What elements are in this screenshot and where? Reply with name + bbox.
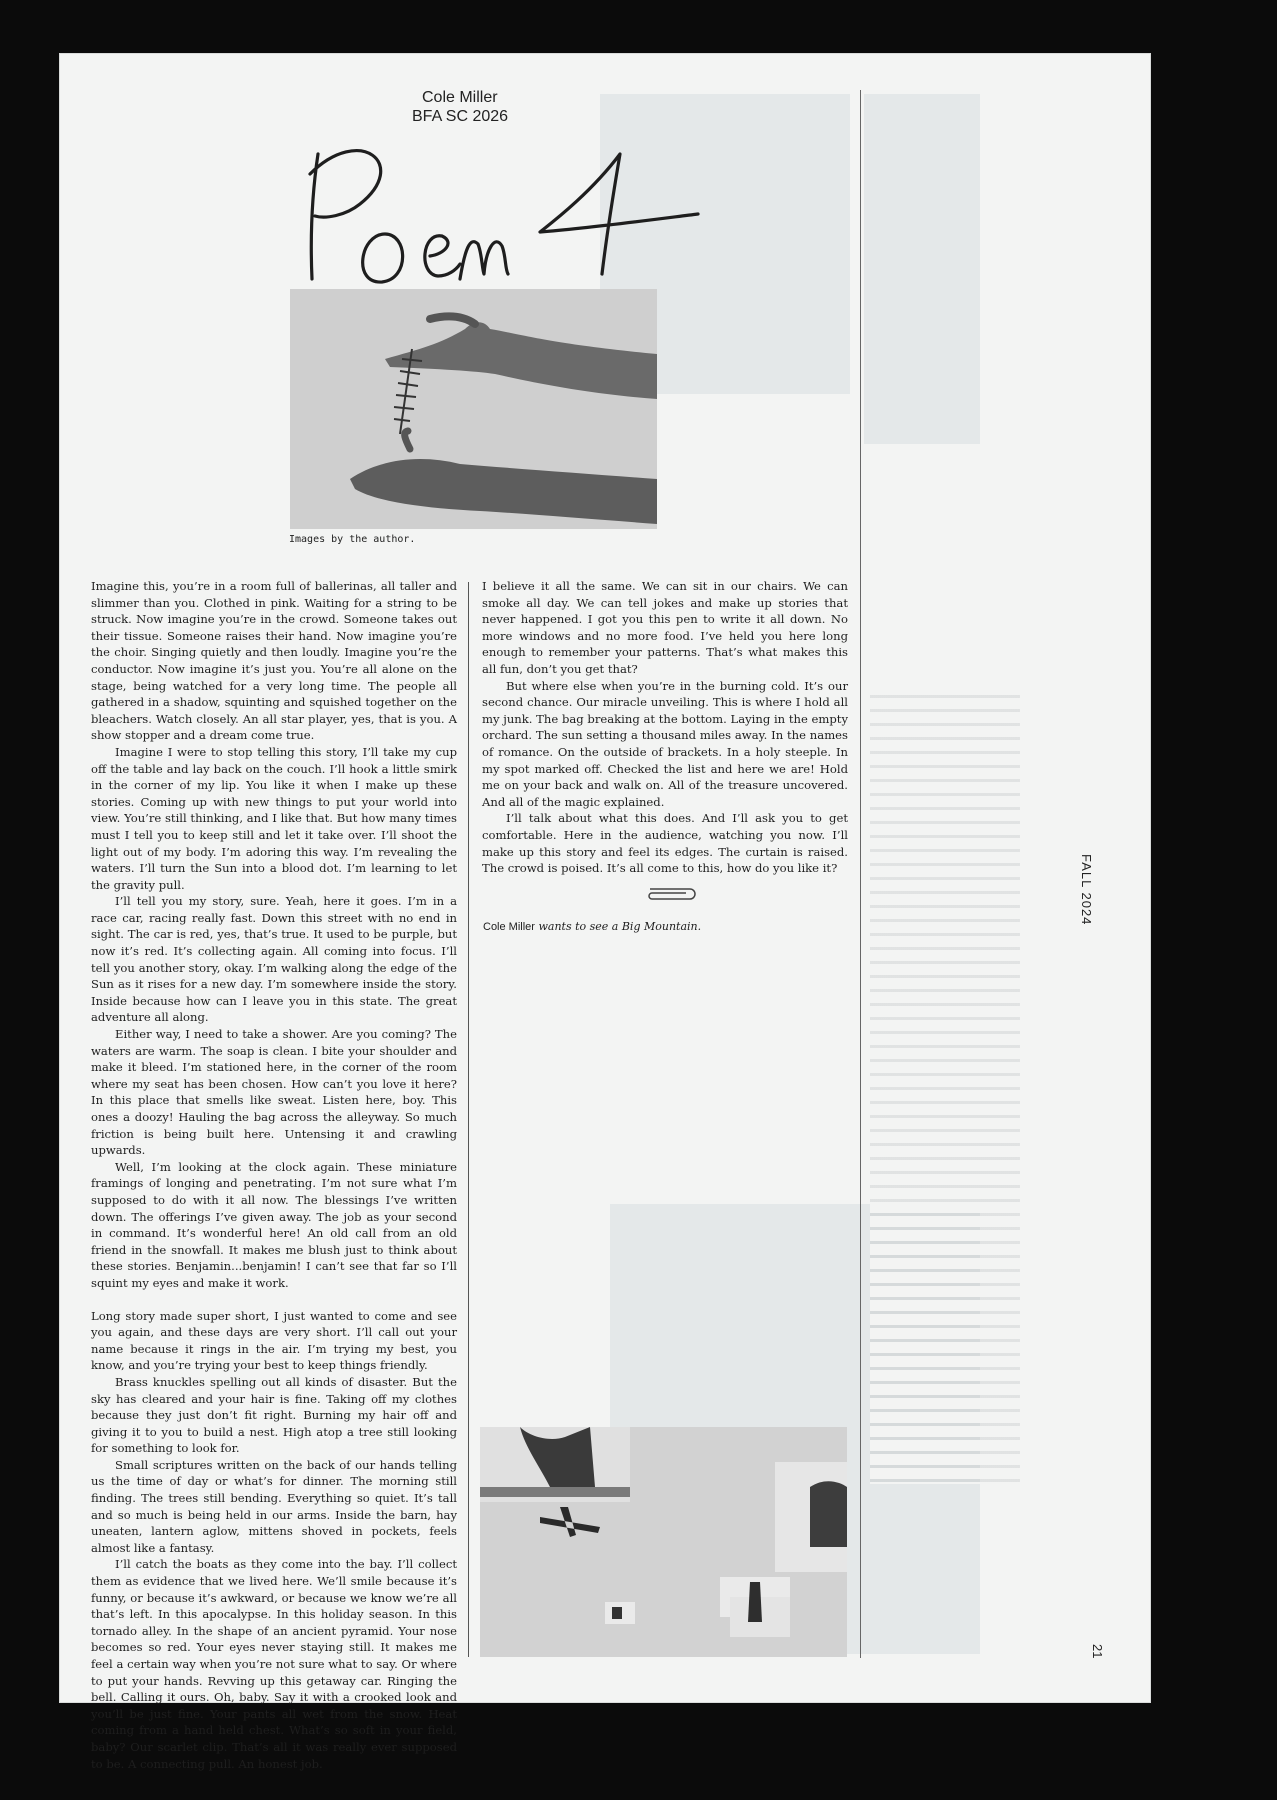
left-text-column xyxy=(91,578,457,1772)
column-divider xyxy=(468,582,469,1657)
show-through-text-right xyxy=(870,684,1020,1484)
author-program: BFA SC 2026 xyxy=(412,108,509,125)
page-number: 21 xyxy=(1090,1644,1105,1659)
paragraph: Either way, I need to take a shower. Are you coming? The waters are warm. The soap is clean. I bite your shoulder and make it bleed. I’m stationed here, in the corner of the room where my seat has been chosen. How can’t you love it here? In this place that smells like sweat. Listen here, boy. This ones a doozy! Hauling the bag across the alleyway. So much friction is being built here. Untensing it and crawling upwards. xyxy=(91,1027,457,1158)
paragraph: Imagine this, you’re in a room full of ballerinas, all taller and slimmer than you. Clothed in pink. Waiting for a string to be struck. Now imagine you’re in the crowd. Someone takes out their tissue. Someone raises their hand. Now imagine you’re the choir. Singing quietly and then loudly. Imagine you’re the conductor. Now imagine it’s just you. You’re all alone on the stage, being watched for a very long time. The people all gathered in a shadow, squinting and squished together on the bleachers. Watch closely. An all star player, yes, that is you. A show stopper and a dream come true. xyxy=(91,579,457,743)
paragraph: I’ll catch the boats as they come into the bay. I’ll collect them as evidence that we lived here. We’ll smile because it’s funny, or because it’s awkward, or because we know we’re all that’s left. In this apocalypse. In this holiday season. In this tornado alley. In the shape of an ancient pyramid. Your nose becomes so red. Your eyes never staying still. It makes me feel a certain way when you’re not sure what to say. Or where to put your hands. Revving up this getaway car. Ringing the bell. Calling it ours. Oh, baby. Say it with a crooked look and you’ll be just fine. Your pants all wet from the snow. Heat coming from a hand held chest. What’s so soft in your field, baby? Our scarlet clip. That’s all it was really ever supposed to be. A connecting pull. An honest job. xyxy=(91,1557,457,1771)
paragraph: I believe it all the same. We can sit in our chairs. We can smoke all day. We can tell jokes and make up stories that never happened. I got you this pen to write it all down. No more windows and no more food. I’ve held you here long enough to remember your patterns. That’s what makes this all fun, don’t you get that? xyxy=(482,579,848,676)
byline-name: Cole Miller xyxy=(483,921,535,933)
show-through-right xyxy=(864,94,980,444)
photo-caption: Images by the author. xyxy=(289,534,416,545)
column-divider xyxy=(860,90,861,1658)
paragraph: But where else when you’re in the burning cold. It’s our second chance. Our miracle unveiling. This is where I hold all my junk. The bag breaking at the bottom. Laying in the empty orchard. The sun setting a thousand miles away. In the names of romance. On the outside of brackets. In a holy steeple. In my spot marked off. Checked the list and here we are! Hold me on your back and walk on. All of the treasure uncovered. And all of the magic explained. xyxy=(482,678,848,809)
paragraph: Brass knuckles spelling out all kinds of disaster. But the sky has cleared and your hair is fine. Taking off my clothes because they just don’t fit right. Burning my hair off and giving it to you to build a nest. High atop a tree still looking for something to look for. xyxy=(91,1374,457,1456)
paragraph: I’ll tell you my story, sure. Yeah, here it goes. I’m in a race car, racing really fast. Down this street with no end in sight. The car is red, yes, that’s true. It used to be purple, but now it’s red. It’s collecting again. All coming into focus. I’ll tell you another story, okay. I’m walking along the edge of the Sun as it rises for a new day. I’m somewhere inside the story. Inside because how can I leave you in this state. The great adventure all along. xyxy=(91,894,457,1025)
byline-text: wants to see a Big Mountain. xyxy=(534,920,702,933)
author-byline xyxy=(483,920,701,933)
paperclip-icon xyxy=(642,886,698,902)
author-block xyxy=(412,88,662,126)
author-name: Cole Miller xyxy=(422,89,498,106)
paragraph: I’ll talk about what this does. And I’ll ask you to get comfortable. Here in the audience, watching you now. I’ll make up this story and feel its edges. The curtain is raised. The crowd is poised. It’s all come to this, how do you like it? xyxy=(482,811,848,876)
collage-photo xyxy=(480,1427,847,1657)
magazine-page xyxy=(60,54,1150,1771)
paragraph: Long story made super short, I just wanted to come and see you again, and these days are very short. I’ll call out your name because it rings in the air. I’m trying my best, you know, and you’re trying your best to keep things friendly. xyxy=(91,1308,457,1373)
paragraph: Imagine I were to stop telling this story, I’ll take my cup off the table and lay back on the couch. I’ll hook a little smirk in the corner of my lip. You like it when I make up these stories. Coming up with new things to put your world into view. You’re still thinking, and I like that. But how many times must I tell you to keep still and let it take over. I’ll shoot the light out of my body. I’m adoring this way. I’m revealing the waters. I’ll turn the Sun into a blood dot. I’m learning to let the gravity pull. xyxy=(91,744,457,892)
issue-label: FALL 2024 xyxy=(1079,854,1094,926)
paragraph: Small scriptures written on the back of our hands telling us the time of day or what’s for dinner. The morning still finding. The trees still bending. Everything so quiet. It’s tall and so much is being held in our arms. Inside the barn, hay uneaten, lantern aglow, mittens shoved in pockets, feels almost like a fantasy. xyxy=(91,1457,457,1555)
hands-feather-photo xyxy=(290,289,657,529)
middle-text-column xyxy=(482,578,848,877)
paragraph: Well, I’m looking at the clock again. These miniature framings of longing and penetrating. I’m not sure what I’m supposed to do with it all now. The blessings I’ve written down. The offerings I’ve given away. The job as your second in command. It’s wonderful here! An old call from an old friend in the snowfall. It makes me blush just to think about these stories. Benjamin...benjamin! I can’t see that far so I’ll squint my eyes and make it work. xyxy=(91,1159,457,1290)
